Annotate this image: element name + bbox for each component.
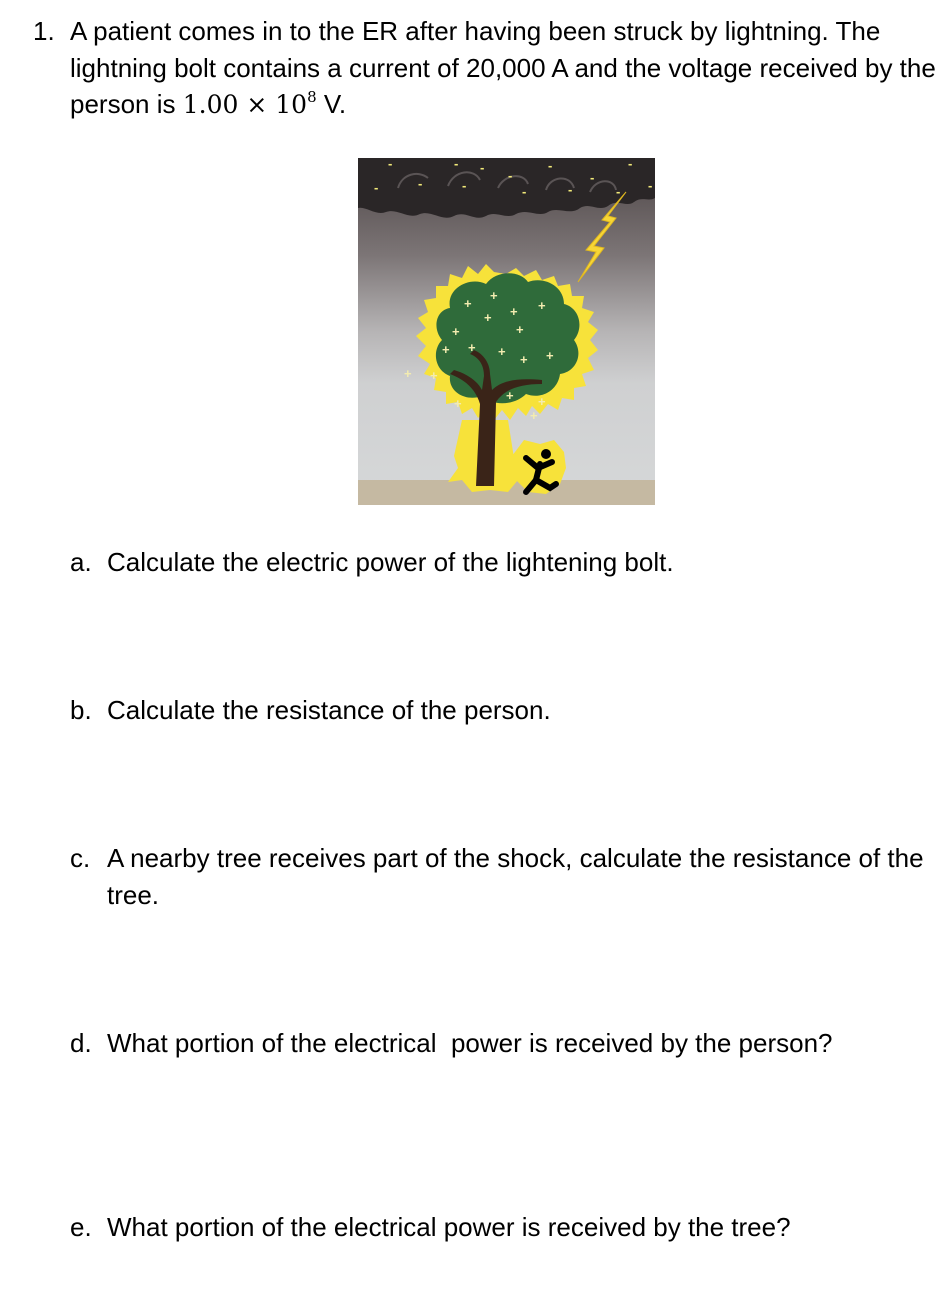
cloud-charge: - <box>462 178 467 193</box>
tree-charge: + <box>442 342 450 357</box>
question-intro: A patient comes in to the ER after having been struck by lightning. The lightning bolt contains a current of 20,000 A and the voltage received by the person is <box>70 16 936 119</box>
times-symbol: × <box>246 90 268 119</box>
part-text: What portion of the electrical power is received by the person? <box>107 1028 833 1058</box>
cloud-charge: - <box>374 180 379 195</box>
cloud-charge: - <box>548 158 553 173</box>
lightning-tree-illustration <box>358 158 655 505</box>
tree-charge: + <box>404 366 412 381</box>
part-letter: a. <box>70 547 92 577</box>
tree-charge: + <box>468 340 476 355</box>
tree-charge: + <box>510 304 518 319</box>
cloud-charge: - <box>508 168 513 183</box>
voltage-exponent: 8 <box>307 87 317 106</box>
tree-charge: + <box>516 322 524 337</box>
tree-charge: + <box>452 324 460 339</box>
voltage-coefficient: 1.00 <box>182 90 239 119</box>
tree-charge: + <box>454 396 462 411</box>
voltage-value <box>182 87 317 119</box>
question-number: 1. <box>33 16 55 46</box>
part-letter: e. <box>70 1212 92 1242</box>
cloud-charge: - <box>616 184 621 199</box>
cloud-charge: - <box>388 158 393 171</box>
cloud-charge: - <box>454 158 459 171</box>
part-text: Calculate the resistance of the person. <box>107 695 551 725</box>
voltage-base: 10 <box>275 90 308 119</box>
part-text: A nearby tree receives part of the shock, calculate the resistance of the tree. <box>107 843 924 910</box>
tree-charge: + <box>538 298 546 313</box>
tree-charge: + <box>538 394 546 409</box>
cloud-charge: - <box>522 184 527 199</box>
cloud-charge: - <box>418 176 423 191</box>
cloud-charge: - <box>480 160 485 175</box>
cloud-charge: - <box>648 178 653 193</box>
tree-charge: + <box>498 344 506 359</box>
part-letter: b. <box>70 695 92 725</box>
tree-charge: + <box>430 368 438 383</box>
question-text <box>70 13 940 124</box>
part-letter: d. <box>70 1028 92 1058</box>
tree-charge: + <box>464 296 472 311</box>
cloud-charge: - <box>590 170 595 185</box>
tree-charge: + <box>484 310 492 325</box>
tree-charge: + <box>520 352 528 367</box>
tree-charge: + <box>490 288 498 303</box>
part-letter: c. <box>70 843 91 873</box>
voltage-unit: V. <box>323 89 347 119</box>
cloud-charge: - <box>568 182 573 197</box>
cloud-charge: - <box>628 158 633 171</box>
part-text: Calculate the electric power of the lightening bolt. <box>107 547 674 577</box>
tree-charge: + <box>530 408 538 423</box>
tree-charge: + <box>506 388 514 403</box>
part-text: What portion of the electrical power is received by the tree? <box>107 1212 791 1242</box>
tree-charge: + <box>546 348 554 363</box>
